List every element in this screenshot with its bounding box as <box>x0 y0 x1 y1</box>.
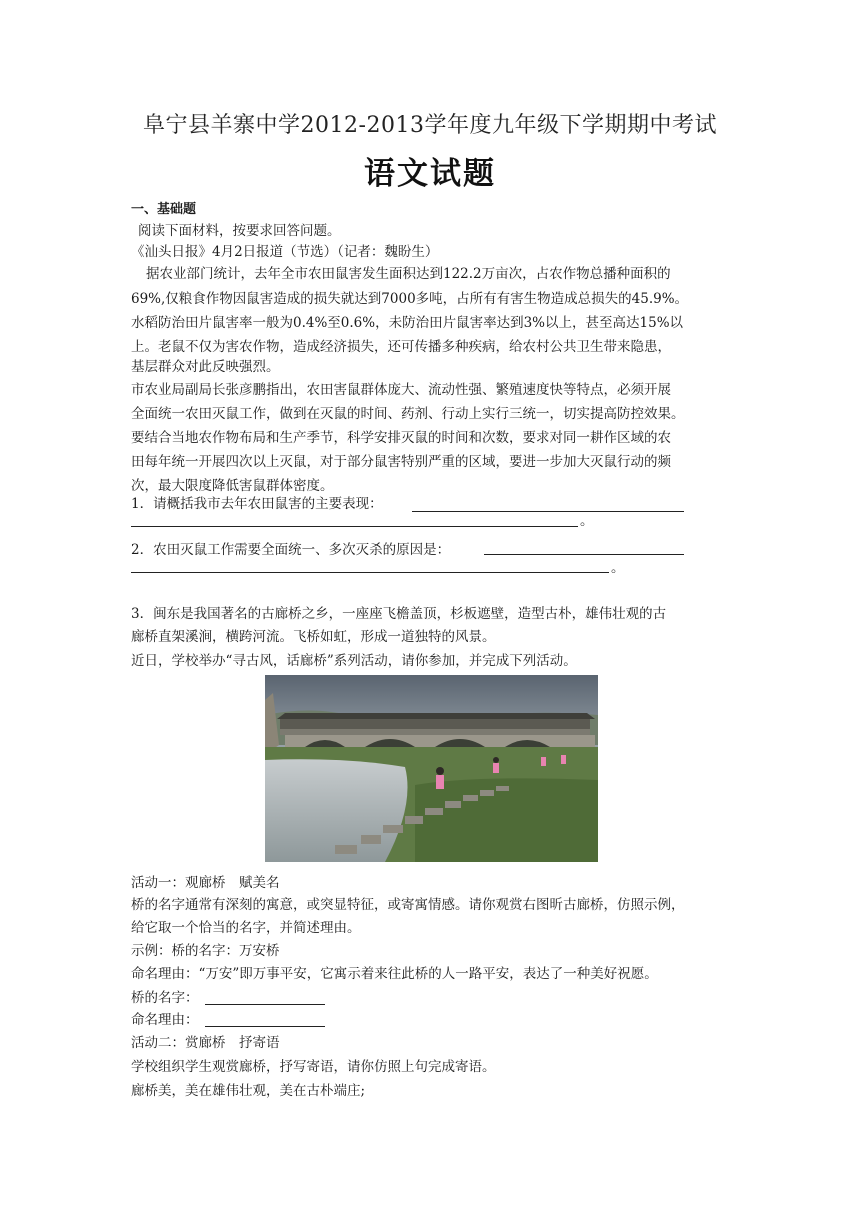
naming-reason-blank[interactable] <box>205 1026 325 1027</box>
period-mark: 。 <box>611 560 625 576</box>
activity-1-desc-line: 给它取一个恰当的名字，并简述理由。 <box>131 920 361 936</box>
article-line: 田每年统一开展四次以上灭鼠，对于部分鼠害特别严重的区域，要进一步加大灭鼠行动的频 <box>131 454 671 470</box>
activity-2-sample: 廊桥美，美在雄伟壮观，美在古朴端庄; <box>131 1083 366 1099</box>
question-3-line: 近日，学校举办“寻古风，话廊桥”系列活动，请你参加，并完成下列活动。 <box>131 653 577 669</box>
question-3-line: 廊桥直架溪涧，横跨河流。飞桥如虹，形成一道独特的风景。 <box>131 629 496 645</box>
article-line: 次，最大限度降低害鼠群体密度。 <box>131 478 334 494</box>
bridge-name-label: 桥的名字： <box>131 990 199 1006</box>
article-line: 据农业部门统计，去年全市农田鼠害发生面积达到122.2万亩次，占农作物总播种面积的 <box>146 266 671 282</box>
question-3: 3．闽东是我国著名的古廊桥之乡，一座座飞檐盖顶，杉板遮壁，造型古朴，雄伟壮观的古 <box>131 606 667 622</box>
article-line: 市农业局副局长张彦鹏指出，农田害鼠群体庞大、流动性强、繁殖速度快等特点，必须开展 <box>131 382 671 398</box>
activity-2-desc: 学校组织学生观赏廊桥，抒写寄语，请你仿照上句完成寄语。 <box>131 1059 496 1075</box>
article-line: 要结合当地农作物布局和生产季节，科学安排灭鼠的时间和次数，要求对同一耕作区域的农 <box>131 430 671 446</box>
exam-subject-title: 语文试题 <box>364 156 496 192</box>
article-line: 69%,仅粮食作物因鼠害造成的损失就达到7000多吨，占所有有害生物造成总损失的45.9%。 <box>131 291 689 307</box>
article-line: 基层群众对此反映强烈。 <box>131 359 280 375</box>
section-heading: 一、基础题 <box>131 202 197 217</box>
question-1: 1．请概括我市去年农田鼠害的主要表现： <box>131 496 383 512</box>
question-2: 2．农田灭鼠工作需要全面统一、多次灭杀的原因是： <box>131 542 451 558</box>
answer-blank-q2-line2[interactable] <box>131 572 609 573</box>
answer-blank-q2-line1[interactable] <box>484 554 684 555</box>
activity-2-title: 活动二：赏廊桥 抒寄语 <box>131 1035 280 1051</box>
article-line: 水稻防治田片鼠害率一般为0.4%至0.6%，未防治田片鼠害率达到3%以上，甚至高达15%以 <box>131 315 684 331</box>
example-naming-reason: 命名理由：“万安”即万事平安，它寓示着来往此桥的人一路平安，表达了一种美好祝愿。 <box>131 966 658 982</box>
example-bridge-name: 示例：桥的名字：万安桥 <box>131 943 280 959</box>
exam-title: 阜宁县羊寨中学2012-2013学年度九年级下学期期中考试 <box>143 113 717 138</box>
article-line: 上。老鼠不仅为害农作物，造成经济损失，还可传播多种疾病，给农村公共卫生带来隐患， <box>131 339 671 355</box>
reading-instruction: 阅读下面材料，按要求回答问题。 <box>138 223 341 239</box>
article-line: 全面统一农田灭鼠工作，做到在灭鼠的时间、药剂、行动上实行三统一，切实提高防控效果。 <box>131 406 685 422</box>
naming-reason-label: 命名理由： <box>131 1012 199 1028</box>
period-mark: 。 <box>580 513 594 529</box>
activity-1-desc-line: 桥的名字通常有深刻的寓意，或突显特征，或寄寓情感。请你观赏右图昕古廊桥，仿照示例， <box>131 897 685 913</box>
article-source: 《汕头日报》4月2日报道（节选）（记者：魏盼生） <box>131 244 439 260</box>
answer-blank-q1-line1[interactable] <box>412 511 684 512</box>
bridge-name-blank[interactable] <box>205 1004 325 1005</box>
covered-bridge-photo <box>265 675 598 862</box>
answer-blank-q1-line2[interactable] <box>131 526 578 527</box>
activity-1-title: 活动一：观廊桥 赋美名 <box>131 875 280 891</box>
